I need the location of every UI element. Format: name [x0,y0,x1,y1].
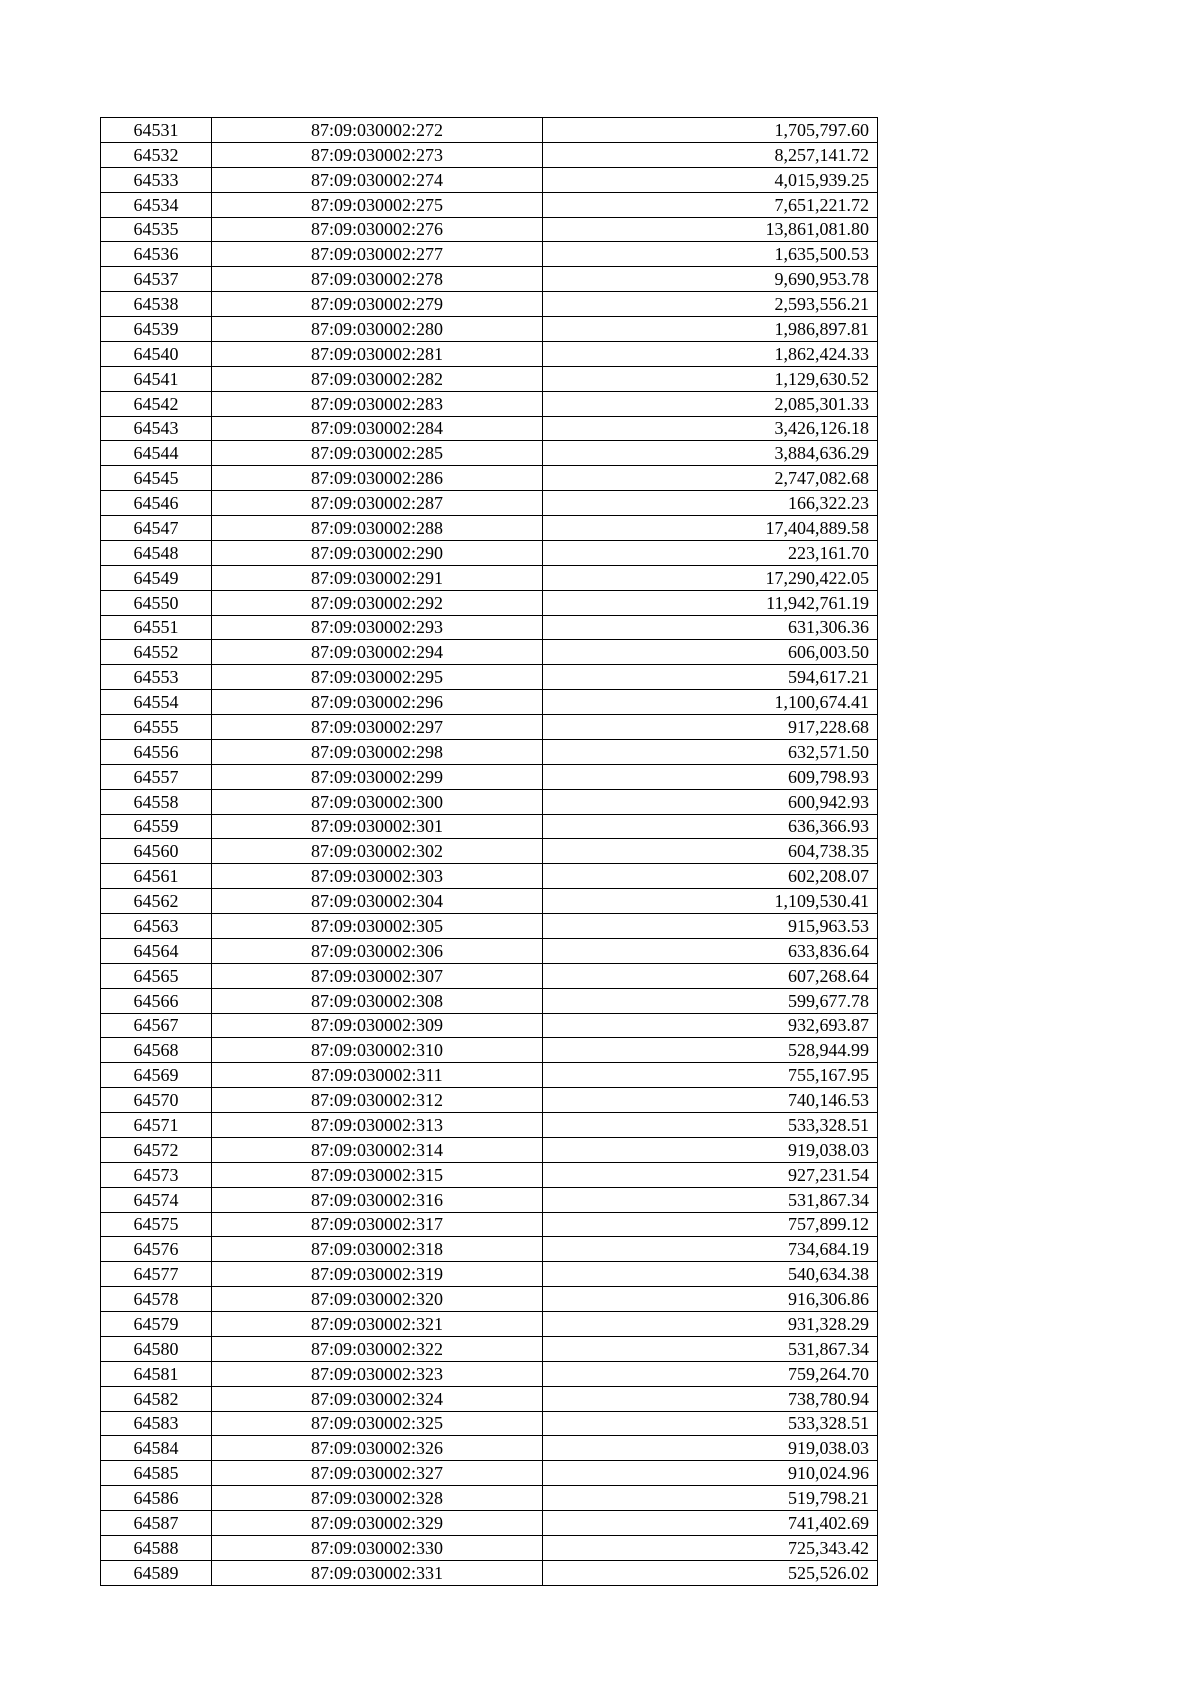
cadastral-number-cell: 87:09:030002:301 [212,814,543,839]
row-number-cell: 64537 [101,267,212,292]
cadastral-number-cell: 87:09:030002:311 [212,1063,543,1088]
cadastral-value-cell: 1,986,897.81 [543,317,878,342]
cadastral-number-cell: 87:09:030002:278 [212,267,543,292]
table-row [101,1436,878,1461]
table-row [101,889,878,914]
table-row [101,1386,878,1411]
table-row [101,466,878,491]
table-row [101,192,878,217]
row-number-cell: 64585 [101,1461,212,1486]
table-row [101,1088,878,1113]
row-number-cell: 64570 [101,1088,212,1113]
cadastral-value-cell: 632,571.50 [543,739,878,764]
cadastral-value-cell: 17,404,889.58 [543,516,878,541]
table-row [101,963,878,988]
cadastral-value-cell: 636,366.93 [543,814,878,839]
cadastral-number-cell: 87:09:030002:275 [212,192,543,217]
cadastral-value-cell: 166,322.23 [543,491,878,516]
cadastral-value-cell: 604,738.35 [543,839,878,864]
table-row [101,416,878,441]
cadastral-number-cell: 87:09:030002:297 [212,715,543,740]
row-number-cell: 64574 [101,1187,212,1212]
cadastral-value-cell: 8,257,141.72 [543,142,878,167]
cadastral-value-table [100,117,878,1586]
cadastral-number-cell: 87:09:030002:315 [212,1162,543,1187]
cadastral-number-cell: 87:09:030002:292 [212,590,543,615]
row-number-cell: 64573 [101,1162,212,1187]
cadastral-value-cell: 519,798.21 [543,1486,878,1511]
row-number-cell: 64584 [101,1436,212,1461]
cadastral-number-cell: 87:09:030002:323 [212,1361,543,1386]
cadastral-number-cell: 87:09:030002:326 [212,1436,543,1461]
cadastral-number-cell: 87:09:030002:312 [212,1088,543,1113]
cadastral-value-cell: 631,306.36 [543,615,878,640]
row-number-cell: 64559 [101,814,212,839]
cadastral-value-cell: 540,634.38 [543,1262,878,1287]
cadastral-value-cell: 223,161.70 [543,540,878,565]
cadastral-value-cell: 755,167.95 [543,1063,878,1088]
table-row [101,1038,878,1063]
row-number-cell: 64589 [101,1560,212,1585]
table-row [101,1535,878,1560]
cadastral-value-cell: 3,884,636.29 [543,441,878,466]
row-number-cell: 64548 [101,540,212,565]
row-number-cell: 64536 [101,242,212,267]
row-number-cell: 64562 [101,889,212,914]
cadastral-value-cell: 533,328.51 [543,1113,878,1138]
cadastral-number-cell: 87:09:030002:322 [212,1336,543,1361]
cadastral-number-cell: 87:09:030002:284 [212,416,543,441]
row-number-cell: 64543 [101,416,212,441]
cadastral-number-cell: 87:09:030002:285 [212,441,543,466]
cadastral-value-cell: 927,231.54 [543,1162,878,1187]
table-row [101,864,878,889]
cadastral-value-cell: 3,426,126.18 [543,416,878,441]
cadastral-number-cell: 87:09:030002:308 [212,988,543,1013]
cadastral-value-cell: 533,328.51 [543,1411,878,1436]
row-number-cell: 64567 [101,1013,212,1038]
cadastral-number-cell: 87:09:030002:279 [212,292,543,317]
cadastral-value-cell: 1,705,797.60 [543,118,878,143]
row-number-cell: 64583 [101,1411,212,1436]
cadastral-value-cell: 915,963.53 [543,914,878,939]
cadastral-value-cell: 738,780.94 [543,1386,878,1411]
cadastral-number-cell: 87:09:030002:273 [212,142,543,167]
table-row [101,217,878,242]
cadastral-number-cell: 87:09:030002:305 [212,914,543,939]
row-number-cell: 64576 [101,1237,212,1262]
cadastral-value-cell: 531,867.34 [543,1336,878,1361]
cadastral-number-cell: 87:09:030002:316 [212,1187,543,1212]
table-row [101,267,878,292]
table-row [101,938,878,963]
cadastral-value-cell: 2,747,082.68 [543,466,878,491]
table-row [101,1212,878,1237]
cadastral-number-cell: 87:09:030002:310 [212,1038,543,1063]
table-row [101,167,878,192]
table-row [101,565,878,590]
table-row [101,1312,878,1337]
cadastral-number-cell: 87:09:030002:290 [212,540,543,565]
row-number-cell: 64532 [101,142,212,167]
row-number-cell: 64547 [101,516,212,541]
cadastral-value-cell: 609,798.93 [543,764,878,789]
cadastral-value-cell: 633,836.64 [543,938,878,963]
cadastral-value-cell: 17,290,422.05 [543,565,878,590]
cadastral-number-cell: 87:09:030002:321 [212,1312,543,1337]
cadastral-number-cell: 87:09:030002:288 [212,516,543,541]
cadastral-value-cell: 11,942,761.19 [543,590,878,615]
cadastral-value-cell: 916,306.86 [543,1287,878,1312]
table-row [101,540,878,565]
cadastral-value-cell: 931,328.29 [543,1312,878,1337]
cadastral-number-cell: 87:09:030002:327 [212,1461,543,1486]
cadastral-number-cell: 87:09:030002:324 [212,1386,543,1411]
table-row [101,814,878,839]
table-row [101,1137,878,1162]
cadastral-value-cell: 1,109,530.41 [543,889,878,914]
cadastral-number-cell: 87:09:030002:282 [212,366,543,391]
cadastral-value-cell: 919,038.03 [543,1137,878,1162]
cadastral-value-cell: 759,264.70 [543,1361,878,1386]
cadastral-value-cell: 910,024.96 [543,1461,878,1486]
table-row [101,242,878,267]
row-number-cell: 64531 [101,118,212,143]
row-number-cell: 64564 [101,938,212,963]
cadastral-number-cell: 87:09:030002:307 [212,963,543,988]
cadastral-number-cell: 87:09:030002:298 [212,739,543,764]
row-number-cell: 64538 [101,292,212,317]
table-row [101,839,878,864]
cadastral-value-cell: 919,038.03 [543,1436,878,1461]
row-number-cell: 64551 [101,615,212,640]
row-number-cell: 64540 [101,341,212,366]
row-number-cell: 64561 [101,864,212,889]
cadastral-number-cell: 87:09:030002:283 [212,391,543,416]
row-number-cell: 64581 [101,1361,212,1386]
cadastral-value-cell: 734,684.19 [543,1237,878,1262]
table-row [101,118,878,143]
cadastral-number-cell: 87:09:030002:328 [212,1486,543,1511]
row-number-cell: 64582 [101,1386,212,1411]
table-row [101,640,878,665]
table-row [101,789,878,814]
cadastral-value-cell: 13,861,081.80 [543,217,878,242]
cadastral-number-cell: 87:09:030002:294 [212,640,543,665]
row-number-cell: 64542 [101,391,212,416]
cadastral-number-cell: 87:09:030002:280 [212,317,543,342]
row-number-cell: 64539 [101,317,212,342]
cadastral-number-cell: 87:09:030002:286 [212,466,543,491]
cadastral-value-cell: 7,651,221.72 [543,192,878,217]
cadastral-number-cell: 87:09:030002:296 [212,690,543,715]
table-row [101,764,878,789]
cadastral-value-cell: 725,343.42 [543,1535,878,1560]
table-row [101,590,878,615]
cadastral-value-cell: 1,129,630.52 [543,366,878,391]
cadastral-number-cell: 87:09:030002:304 [212,889,543,914]
table-row [101,1063,878,1088]
cadastral-value-cell: 606,003.50 [543,640,878,665]
row-number-cell: 64535 [101,217,212,242]
cadastral-number-cell: 87:09:030002:274 [212,167,543,192]
row-number-cell: 64556 [101,739,212,764]
cadastral-value-cell: 1,862,424.33 [543,341,878,366]
cadastral-number-cell: 87:09:030002:291 [212,565,543,590]
table-row [101,1013,878,1038]
table-row [101,1361,878,1386]
table-row [101,441,878,466]
row-number-cell: 64533 [101,167,212,192]
table-row [101,142,878,167]
cadastral-value-cell: 602,208.07 [543,864,878,889]
table-row [101,366,878,391]
row-number-cell: 64552 [101,640,212,665]
cadastral-number-cell: 87:09:030002:299 [212,764,543,789]
row-number-cell: 64534 [101,192,212,217]
cadastral-number-cell: 87:09:030002:276 [212,217,543,242]
row-number-cell: 64558 [101,789,212,814]
table-body [101,118,878,1586]
cadastral-number-cell: 87:09:030002:325 [212,1411,543,1436]
row-number-cell: 64579 [101,1312,212,1337]
cadastral-value-cell: 528,944.99 [543,1038,878,1063]
row-number-cell: 64568 [101,1038,212,1063]
table-row [101,1287,878,1312]
row-number-cell: 64580 [101,1336,212,1361]
row-number-cell: 64571 [101,1113,212,1138]
cadastral-number-cell: 87:09:030002:309 [212,1013,543,1038]
cadastral-value-cell: 757,899.12 [543,1212,878,1237]
row-number-cell: 64569 [101,1063,212,1088]
row-number-cell: 64546 [101,491,212,516]
cadastral-number-cell: 87:09:030002:331 [212,1560,543,1585]
cadastral-number-cell: 87:09:030002:272 [212,118,543,143]
table-row [101,615,878,640]
cadastral-value-cell: 2,085,301.33 [543,391,878,416]
row-number-cell: 64553 [101,665,212,690]
row-number-cell: 64550 [101,590,212,615]
table-row [101,1560,878,1585]
table-row [101,914,878,939]
cadastral-number-cell: 87:09:030002:277 [212,242,543,267]
table-row [101,1162,878,1187]
row-number-cell: 64545 [101,466,212,491]
table-row [101,1113,878,1138]
table-row [101,690,878,715]
table-row [101,715,878,740]
cadastral-number-cell: 87:09:030002:295 [212,665,543,690]
cadastral-number-cell: 87:09:030002:329 [212,1511,543,1536]
row-number-cell: 64586 [101,1486,212,1511]
cadastral-value-cell: 4,015,939.25 [543,167,878,192]
cadastral-number-cell: 87:09:030002:318 [212,1237,543,1262]
cadastral-number-cell: 87:09:030002:314 [212,1137,543,1162]
cadastral-number-cell: 87:09:030002:287 [212,491,543,516]
row-number-cell: 64549 [101,565,212,590]
table-row [101,491,878,516]
cadastral-value-cell: 525,526.02 [543,1560,878,1585]
cadastral-value-cell: 1,100,674.41 [543,690,878,715]
cadastral-value-cell: 599,677.78 [543,988,878,1013]
row-number-cell: 64566 [101,988,212,1013]
cadastral-number-cell: 87:09:030002:293 [212,615,543,640]
cadastral-value-cell: 607,268.64 [543,963,878,988]
cadastral-value-cell: 740,146.53 [543,1088,878,1113]
cadastral-value-cell: 600,942.93 [543,789,878,814]
cadastral-number-cell: 87:09:030002:319 [212,1262,543,1287]
row-number-cell: 64560 [101,839,212,864]
cadastral-number-cell: 87:09:030002:300 [212,789,543,814]
table-row [101,516,878,541]
cadastral-number-cell: 87:09:030002:320 [212,1287,543,1312]
table-row [101,391,878,416]
cadastral-number-cell: 87:09:030002:306 [212,938,543,963]
cadastral-value-cell: 741,402.69 [543,1511,878,1536]
row-number-cell: 64578 [101,1287,212,1312]
table-row [101,1336,878,1361]
row-number-cell: 64557 [101,764,212,789]
cadastral-number-cell: 87:09:030002:302 [212,839,543,864]
row-number-cell: 64577 [101,1262,212,1287]
table-row [101,1187,878,1212]
cadastral-value-cell: 594,617.21 [543,665,878,690]
cadastral-value-cell: 9,690,953.78 [543,267,878,292]
row-number-cell: 64587 [101,1511,212,1536]
table-row [101,988,878,1013]
row-number-cell: 64544 [101,441,212,466]
row-number-cell: 64555 [101,715,212,740]
row-number-cell: 64572 [101,1137,212,1162]
cadastral-number-cell: 87:09:030002:281 [212,341,543,366]
table-row [101,341,878,366]
table-row [101,292,878,317]
table-row [101,665,878,690]
cadastral-value-cell: 917,228.68 [543,715,878,740]
table-row [101,1486,878,1511]
cadastral-number-cell: 87:09:030002:313 [212,1113,543,1138]
table-row [101,1262,878,1287]
table-row [101,739,878,764]
row-number-cell: 64554 [101,690,212,715]
row-number-cell: 64588 [101,1535,212,1560]
row-number-cell: 64575 [101,1212,212,1237]
table-row [101,1237,878,1262]
cadastral-number-cell: 87:09:030002:303 [212,864,543,889]
cadastral-number-cell: 87:09:030002:330 [212,1535,543,1560]
row-number-cell: 64541 [101,366,212,391]
table-row [101,1511,878,1536]
cadastral-value-cell: 2,593,556.21 [543,292,878,317]
cadastral-value-cell: 531,867.34 [543,1187,878,1212]
table-row [101,1411,878,1436]
cadastral-value-cell: 932,693.87 [543,1013,878,1038]
row-number-cell: 64563 [101,914,212,939]
cadastral-value-cell: 1,635,500.53 [543,242,878,267]
table-row [101,317,878,342]
cadastral-number-cell: 87:09:030002:317 [212,1212,543,1237]
table-row [101,1461,878,1486]
row-number-cell: 64565 [101,963,212,988]
